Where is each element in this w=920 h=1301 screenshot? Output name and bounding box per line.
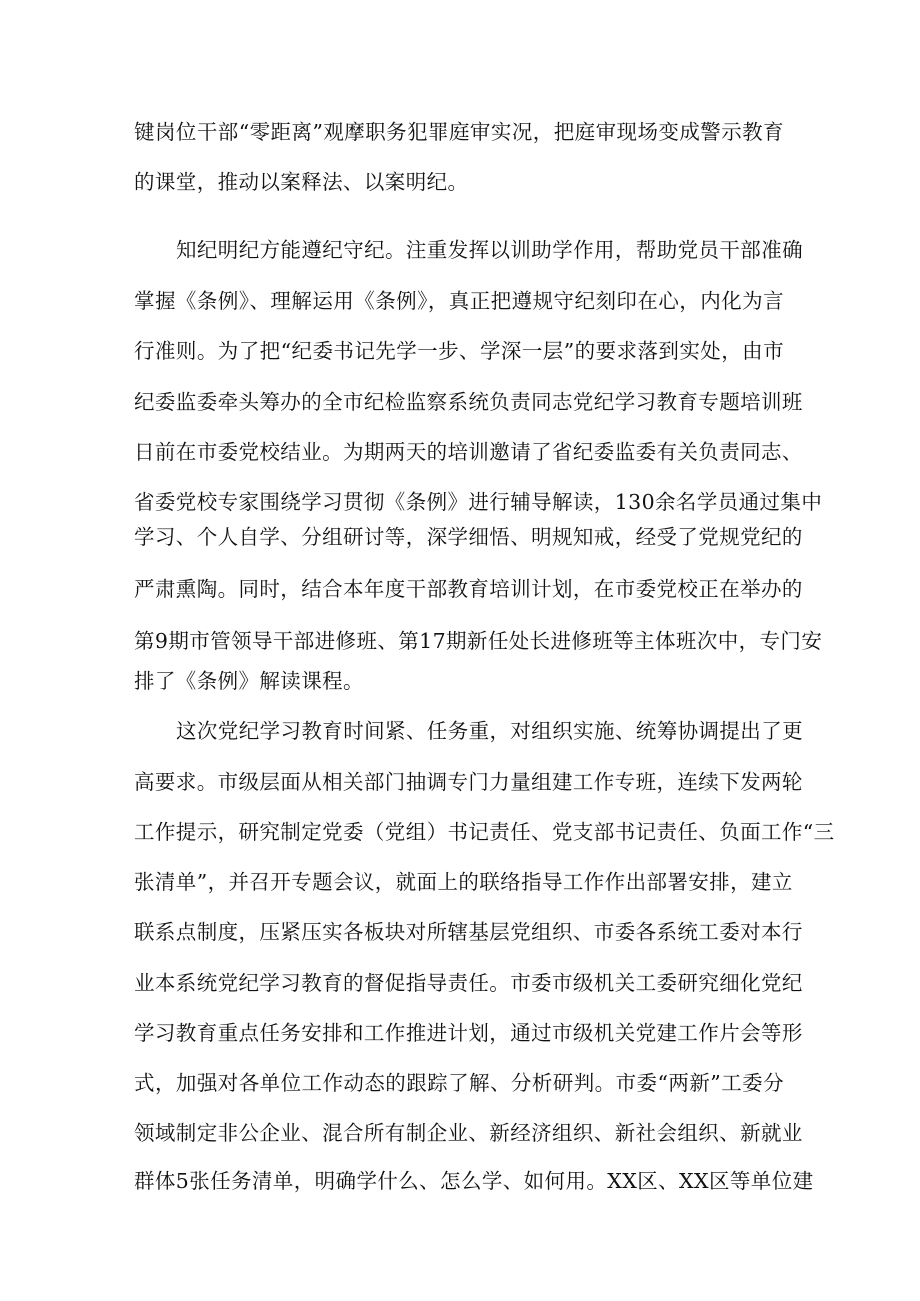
text-line: 纪委监委牵头筹办的全市纪检监察系统负责同志党纪学习教育专题培训班 [134, 390, 803, 414]
text-line: 张清单”，并召开专题会议，就面上的联络指导工作作出部署安排，建立 [134, 870, 793, 894]
text-line: 群体5张任务清单，明确学什么、怎么学、如何用。XX区、XX区等单位建 [134, 1169, 814, 1193]
text-line: 联系点制度，压紧压实各板块对所辖基层党组织、市委各系统工委对本行 [134, 920, 803, 944]
text-line: 严肃熏陶。同时，结合本年度干部教育培训计划，在市委党校正在举办的 [134, 577, 803, 601]
text-line: 业本系统党纪学习教育的督促指导责任。市委市级机关工委研究细化党纪 [134, 971, 803, 995]
text-line: 高要求。市级层面从相关部门抽调专门力量组建工作专班，连续下发两轮 [134, 770, 803, 794]
text-line: 日前在市委党校结业。为期两天的培训邀请了省纪委监委有关负责同志、 [134, 440, 803, 464]
text-line: 第9期市管领导干部进修班、第17期新任处长进修班等主体班次中，专门安 [134, 629, 823, 653]
text-line: 式，加强对各单位工作动态的跟踪了解、分析研判。市委“两新”工委分 [134, 1071, 784, 1095]
text-line: 知纪明纪方能遵纪守纪。注重发挥以训助学作用，帮助党员干部准确 [176, 238, 803, 262]
text-line: 工作提示，研究制定党委（党组）书记责任、党支部书记责任、负面工作“三 [134, 820, 835, 844]
text-line: 领域制定非公企业、混合所有制企业、新经济组织、新社会组织、新就业 [134, 1121, 803, 1145]
text-line: 键岗位干部“零距离”观摩职务犯罪庭审实况，把庭审现场变成警示教育 [134, 120, 784, 144]
text-line: 省委党校专家围绕学习贯彻《条例》进行辅导解读，130余名学员通过集中 [134, 490, 823, 514]
text-line: 学习教育重点任务安排和工作推进计划，通过市级机关党建工作片会等形 [134, 1021, 803, 1045]
text-line: 掌握《条例》、理解运用《条例》，真正把遵规守纪刻印在心，内化为言 [134, 289, 784, 313]
text-line: 学习、个人自学、分组研讨等，深学细悟、明规知戒，经受了党规党纪的 [134, 525, 803, 549]
text-line: 这次党纪学习教育时间紧、任务重，对组织实施、统筹协调提出了更 [176, 719, 803, 743]
text-line: 排了《条例》解读课程。 [134, 669, 364, 693]
text-line: 的课堂，推动以案释法、以案明纪。 [134, 170, 469, 194]
text-line: 行准则。为了把“纪委书记先学一步、学深一层”的要求落到实处，由市 [134, 339, 784, 363]
